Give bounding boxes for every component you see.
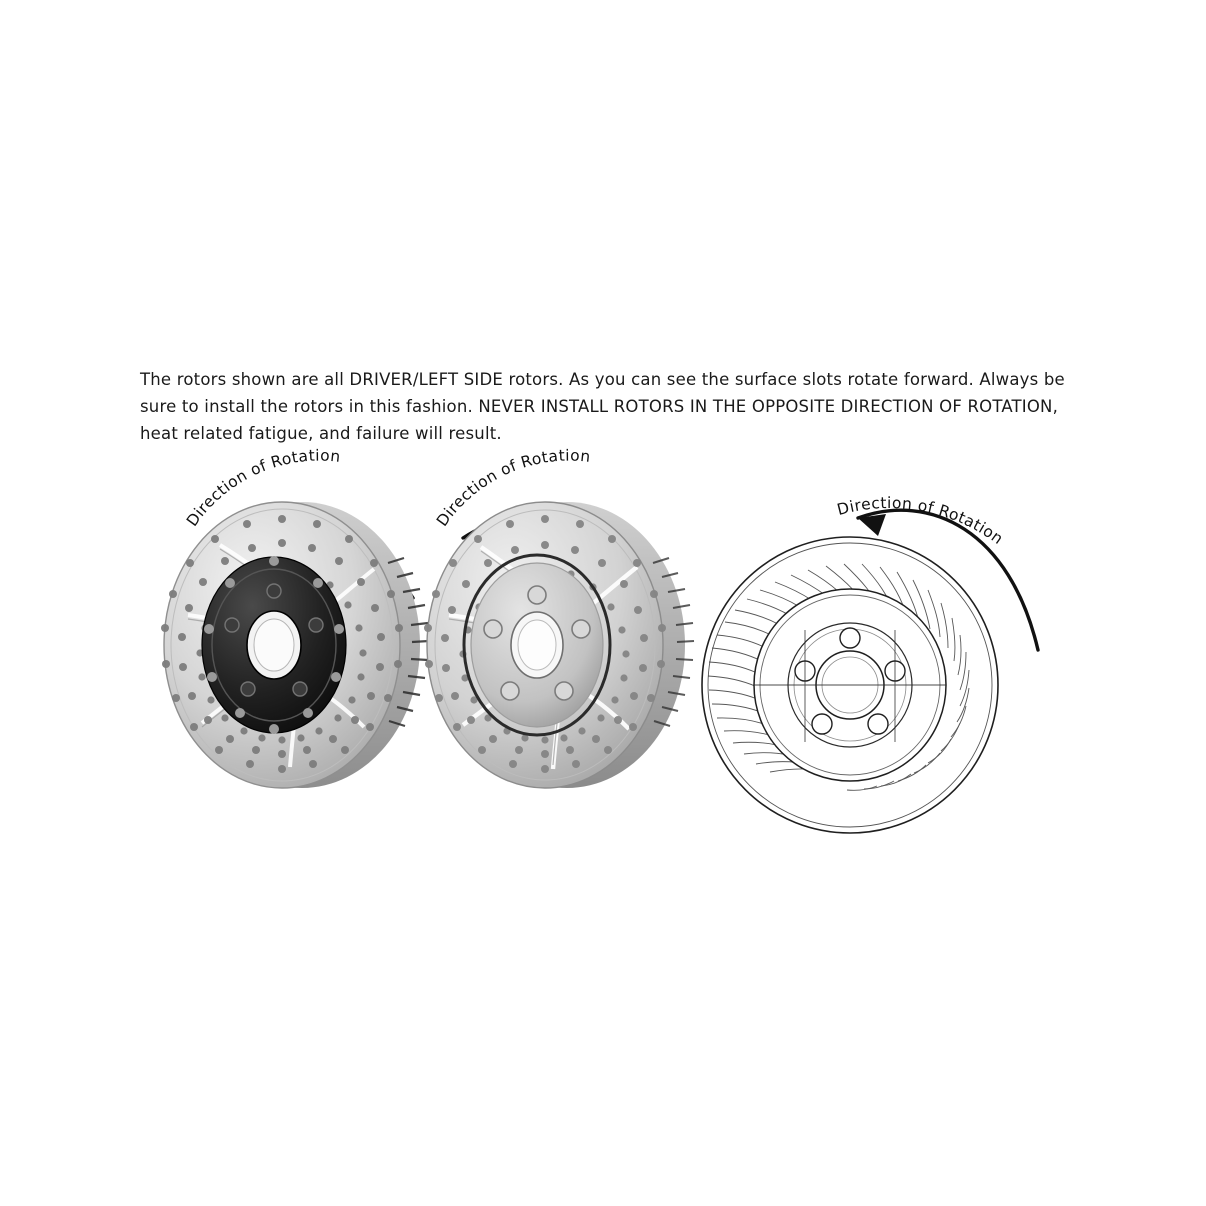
rotor-1-rotation-label: Direction of Rotation [183,446,342,530]
rotor-2-image [415,495,705,835]
rotor-2-rotation-label: Direction of Rotation [433,446,592,530]
rotor-3-image [690,530,1010,840]
instruction-paragraph: The rotors shown are all DRIVER/LEFT SIDE rotors. As you can see the surface slots rotate forward. Always be sure to install the rotors in this fashion. NEVER INSTALL ROTORS IN THE OPPOSITE DIRECTION OF ROTATION, heat related fatigue, and failure will result. [140,370,1065,443]
rotor-1-image [150,495,440,835]
rotor-diagram-stage [0,440,1206,870]
rotor-3-rotation-label: Direction of Rotation [835,493,1007,549]
